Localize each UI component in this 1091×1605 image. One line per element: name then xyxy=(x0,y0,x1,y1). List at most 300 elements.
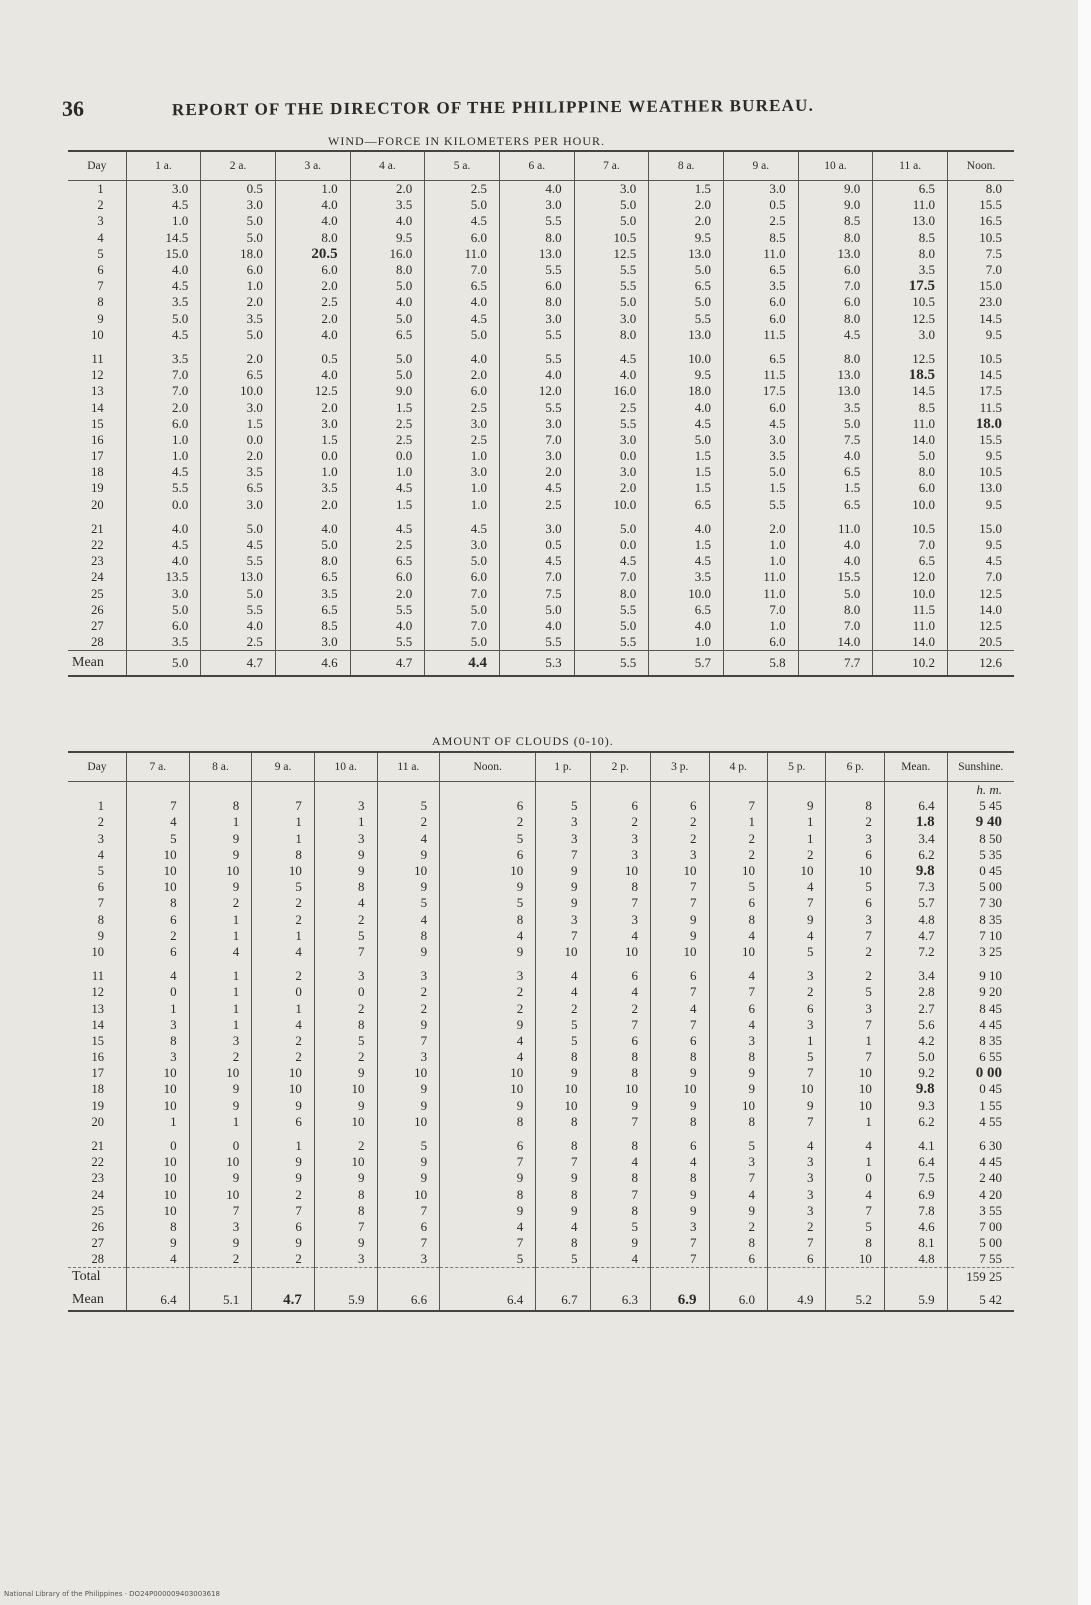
value-cell: 5.5 xyxy=(499,262,574,278)
value-cell: 13.0 xyxy=(798,246,873,262)
value-cell: 6 xyxy=(590,960,651,984)
value-cell: 1.0 xyxy=(723,537,798,553)
value-cell: 10 xyxy=(189,1154,252,1170)
value-cell: 6 xyxy=(440,798,536,814)
value-cell: 9.5 xyxy=(947,537,1014,553)
column-header: 4 a. xyxy=(350,151,425,181)
value-cell: 2.0 xyxy=(499,464,574,480)
value-cell: 7 xyxy=(252,798,315,814)
day-cell: 6 xyxy=(97,263,104,278)
value-cell: 4 xyxy=(252,944,315,960)
value-cell: 4.0 xyxy=(798,537,873,553)
value-cell: 3.0 xyxy=(873,327,948,343)
value-cell: 13.0 xyxy=(798,367,873,383)
value-cell: 4.5 xyxy=(126,278,201,294)
value-cell: 4.1 xyxy=(884,1130,947,1154)
value-cell: 4.7 xyxy=(884,928,947,944)
value-cell: 4 xyxy=(126,960,189,984)
table-row xyxy=(68,464,1014,480)
value-cell: 13.0 xyxy=(798,383,873,399)
value-cell: 4.5 xyxy=(425,513,500,537)
value-cell: 9 xyxy=(767,912,825,928)
day-cell: 25 xyxy=(91,586,104,601)
value-cell: 4 xyxy=(440,1033,536,1049)
value-cell: 1.0 xyxy=(126,213,201,229)
value-cell: 9 20 xyxy=(947,984,1014,1000)
value-cell: 5.2 xyxy=(826,1290,884,1311)
value-cell: 8.5 xyxy=(723,230,798,246)
value-cell: 2 xyxy=(189,1251,252,1268)
value-cell: 13.0 xyxy=(499,246,574,262)
value-cell: 9.5 xyxy=(649,367,724,383)
value-cell: 5 xyxy=(536,1033,590,1049)
day-cell: 27 xyxy=(91,618,104,633)
value-cell: 10 xyxy=(189,1187,252,1203)
value-cell: 2 xyxy=(767,1219,825,1235)
value-cell: 4.0 xyxy=(499,367,574,383)
value-cell: 5.8 xyxy=(723,651,798,677)
value-cell: 10 xyxy=(651,863,709,879)
value-cell: 8.0 xyxy=(574,327,649,343)
value-cell: 11.0 xyxy=(723,246,798,262)
value-cell: 8 xyxy=(709,1235,767,1251)
value-cell: 3 xyxy=(126,1017,189,1033)
value-cell: 7.0 xyxy=(499,432,574,448)
value-cell: 4 xyxy=(126,1251,189,1268)
value-cell: 1 xyxy=(252,814,315,830)
table-row xyxy=(68,912,1014,928)
value-cell: 4 55 xyxy=(947,1114,1014,1130)
value-cell: 9 xyxy=(126,1235,189,1251)
value-cell: 1.0 xyxy=(723,553,798,569)
value-cell: 3 xyxy=(126,1049,189,1065)
value-cell: 6.0 xyxy=(499,278,574,294)
value-cell: 2.5 xyxy=(574,399,649,415)
value-cell: 6 30 xyxy=(947,1130,1014,1154)
value-cell: 5.5 xyxy=(499,634,574,651)
value-cell: 6 xyxy=(252,1114,315,1130)
value-cell: 5.5 xyxy=(574,634,649,651)
value-cell: 7 xyxy=(590,1187,651,1203)
value-cell: 6.0 xyxy=(425,569,500,585)
value-cell: 6.5 xyxy=(275,569,350,585)
value-cell: 12.0 xyxy=(873,569,948,585)
value-cell: 10 xyxy=(126,1098,189,1114)
table-row xyxy=(68,569,1014,585)
value-cell: 9 xyxy=(189,1098,252,1114)
value-cell: 1.0 xyxy=(201,278,276,294)
value-cell: 9.3 xyxy=(884,1098,947,1114)
day-cell: 2 xyxy=(97,815,104,830)
value-cell: 9 xyxy=(709,1065,767,1081)
table-row xyxy=(68,448,1014,464)
value-cell: 9 xyxy=(536,879,590,895)
clouds-table-title: AMOUNT OF CLOUDS (0-10). xyxy=(432,734,614,748)
value-cell: 5.0 xyxy=(574,197,649,213)
value-cell: 4.0 xyxy=(649,513,724,537)
value-cell: 8 xyxy=(440,912,536,928)
total-row xyxy=(68,1268,1014,1291)
value-cell: 9 xyxy=(709,1203,767,1219)
value-cell: 2 xyxy=(440,984,536,1000)
value-cell: 5 xyxy=(709,1130,767,1154)
value-cell: 1.0 xyxy=(723,618,798,634)
value-cell: 7 xyxy=(189,1203,252,1219)
value-cell: 3.0 xyxy=(574,464,649,480)
value-cell: 0 00 xyxy=(947,1065,1014,1081)
value-cell: 6 xyxy=(440,1130,536,1154)
value-cell: 9 xyxy=(314,1170,377,1186)
value-cell: 4 xyxy=(767,879,825,895)
value-cell: 2 xyxy=(377,984,440,1000)
value-cell: 8 xyxy=(590,879,651,895)
value-cell: 11.0 xyxy=(873,197,948,213)
value-cell: 1 xyxy=(252,831,315,847)
value-cell: 5.5 xyxy=(499,343,574,367)
value-cell: 7 00 xyxy=(947,1219,1014,1235)
value-cell: 2.0 xyxy=(649,213,724,229)
value-cell: 5 xyxy=(590,1219,651,1235)
value-cell: 2 xyxy=(252,895,315,911)
table-row xyxy=(68,634,1014,651)
value-cell: 5.9 xyxy=(884,1290,947,1311)
value-cell: 7 xyxy=(536,928,590,944)
blank-cell xyxy=(126,782,189,799)
value-cell: 8 45 xyxy=(947,1000,1014,1016)
value-cell: 7.0 xyxy=(798,618,873,634)
value-cell: 6.0 xyxy=(201,262,276,278)
value-cell: 10.5 xyxy=(947,230,1014,246)
value-cell: 4 xyxy=(709,928,767,944)
value-cell: 0 xyxy=(826,1170,884,1186)
value-cell: 3 xyxy=(536,831,590,847)
value-cell: 1 xyxy=(189,912,252,928)
value-cell: 1.0 xyxy=(126,432,201,448)
value-cell: 7.0 xyxy=(425,586,500,602)
value-cell: 7 xyxy=(590,1017,651,1033)
value-cell: 9 xyxy=(651,1098,709,1114)
blank-cell xyxy=(536,1268,590,1291)
value-cell: 7 xyxy=(536,1154,590,1170)
value-cell: 6.5 xyxy=(723,343,798,367)
value-cell: 4 xyxy=(536,984,590,1000)
value-cell: 9 xyxy=(377,1081,440,1097)
value-cell: 6.5 xyxy=(798,497,873,513)
value-cell: 8 xyxy=(189,798,252,814)
value-cell: 5.5 xyxy=(201,553,276,569)
value-cell: 7 xyxy=(651,879,709,895)
value-cell: 7 30 xyxy=(947,895,1014,911)
value-cell: 13.0 xyxy=(873,213,948,229)
value-cell: 4.5 xyxy=(201,537,276,553)
value-cell: 2 xyxy=(709,1219,767,1235)
value-cell: 3 25 xyxy=(947,944,1014,960)
value-cell: 3 xyxy=(709,1033,767,1049)
value-cell: 3 xyxy=(314,831,377,847)
blank-cell xyxy=(709,782,767,799)
day-cell: 6 xyxy=(97,880,104,895)
value-cell: 12.5 xyxy=(574,246,649,262)
value-cell: 10 xyxy=(126,1065,189,1081)
value-cell: 4.5 xyxy=(499,553,574,569)
value-cell: 4 xyxy=(651,1154,709,1170)
value-cell: 5 00 xyxy=(947,879,1014,895)
value-cell: 1.5 xyxy=(350,399,425,415)
value-cell: 1.5 xyxy=(649,480,724,496)
value-cell: 4 xyxy=(189,944,252,960)
value-cell: 2.0 xyxy=(350,181,425,198)
value-cell: 8.1 xyxy=(884,1235,947,1251)
value-cell: 9 xyxy=(377,1098,440,1114)
value-cell: 9 xyxy=(709,1081,767,1097)
value-cell: 10.5 xyxy=(574,230,649,246)
value-cell: 5.0 xyxy=(649,432,724,448)
value-cell: 10 xyxy=(377,1114,440,1130)
value-cell: 6 xyxy=(709,1000,767,1016)
value-cell: 9.5 xyxy=(350,230,425,246)
value-cell: 3.4 xyxy=(884,960,947,984)
value-cell: 5.0 xyxy=(126,651,201,677)
value-cell: 5.0 xyxy=(425,197,500,213)
value-cell: 10 xyxy=(590,863,651,879)
value-cell: 7.0 xyxy=(126,383,201,399)
value-cell: 17.5 xyxy=(723,383,798,399)
value-cell: 4 xyxy=(126,814,189,830)
value-cell: 11.5 xyxy=(723,327,798,343)
value-cell: 8 xyxy=(536,1187,590,1203)
value-cell: 2 xyxy=(826,814,884,830)
day-cell: 25 xyxy=(91,1203,104,1218)
value-cell: 3.0 xyxy=(126,586,201,602)
value-cell: 4.9 xyxy=(767,1290,825,1311)
value-cell: 6.5 xyxy=(723,262,798,278)
value-cell: 7.3 xyxy=(884,879,947,895)
value-cell: 3.5 xyxy=(798,399,873,415)
value-cell: 5.0 xyxy=(425,553,500,569)
table-row xyxy=(68,497,1014,513)
value-cell: 2 xyxy=(536,1000,590,1016)
value-cell: 5.0 xyxy=(425,327,500,343)
value-cell: 7.5 xyxy=(884,1170,947,1186)
value-cell: 8.0 xyxy=(798,343,873,367)
day-cell: 13 xyxy=(91,384,104,399)
blank-cell xyxy=(252,1268,315,1291)
value-cell: 8 xyxy=(826,1235,884,1251)
value-cell: 20.5 xyxy=(947,634,1014,651)
value-cell: 1.5 xyxy=(649,448,724,464)
value-cell: 2.7 xyxy=(884,1000,947,1016)
value-cell: 7 xyxy=(826,1049,884,1065)
value-cell: 12.6 xyxy=(947,651,1014,677)
value-cell: 9 xyxy=(314,863,377,879)
table-row xyxy=(68,416,1014,432)
value-cell: 4.0 xyxy=(275,513,350,537)
value-cell: 11.5 xyxy=(947,399,1014,415)
value-cell: 1 xyxy=(189,960,252,984)
value-cell: 3.0 xyxy=(499,416,574,432)
day-cell: 3 xyxy=(97,214,104,229)
value-cell: 6.4 xyxy=(884,1154,947,1170)
value-cell: 7 xyxy=(826,1203,884,1219)
value-cell: 14.5 xyxy=(873,383,948,399)
value-cell: 1 xyxy=(126,1000,189,1016)
column-header: 2 a. xyxy=(201,151,276,181)
blank-cell xyxy=(884,782,947,799)
value-cell: 6.4 xyxy=(884,798,947,814)
table-row xyxy=(68,847,1014,863)
value-cell: 10.5 xyxy=(947,464,1014,480)
day-cell: 10 xyxy=(91,327,104,342)
blank-cell xyxy=(189,782,252,799)
value-cell: 4 xyxy=(377,912,440,928)
table-row xyxy=(68,1033,1014,1049)
value-cell: 3.5 xyxy=(201,464,276,480)
value-cell: 5.5 xyxy=(649,311,724,327)
value-cell: 11.5 xyxy=(723,367,798,383)
value-cell: 0.5 xyxy=(201,181,276,198)
value-cell: 5.5 xyxy=(350,634,425,651)
table-row xyxy=(68,895,1014,911)
value-cell: 6 55 xyxy=(947,1049,1014,1065)
value-cell: 3 xyxy=(826,831,884,847)
value-cell: 8.0 xyxy=(275,553,350,569)
value-cell: 2 xyxy=(440,814,536,830)
value-cell: 4 xyxy=(536,1219,590,1235)
value-cell: 9 xyxy=(314,1065,377,1081)
value-cell: 5.5 xyxy=(499,327,574,343)
value-cell: 2 xyxy=(314,912,377,928)
value-cell: 9 xyxy=(252,1170,315,1186)
value-cell: 5.6 xyxy=(884,1017,947,1033)
table-row xyxy=(68,586,1014,602)
value-cell: 3 xyxy=(590,912,651,928)
table-row xyxy=(68,383,1014,399)
value-cell: 10.0 xyxy=(574,497,649,513)
value-cell: 5 xyxy=(826,1219,884,1235)
value-cell: 10 xyxy=(314,1114,377,1130)
value-cell: 2 xyxy=(314,1049,377,1065)
value-cell: 3 xyxy=(590,847,651,863)
value-cell: 14.0 xyxy=(947,602,1014,618)
value-cell: 6 xyxy=(709,895,767,911)
value-cell: 2 xyxy=(590,814,651,830)
value-cell: 9 xyxy=(314,1098,377,1114)
column-header: 6 p. xyxy=(826,752,884,782)
value-cell: 4.0 xyxy=(649,399,724,415)
value-cell: 5.5 xyxy=(574,602,649,618)
value-cell: 5 xyxy=(536,798,590,814)
value-cell: 5.0 xyxy=(350,367,425,383)
value-cell: 5.0 xyxy=(574,213,649,229)
value-cell: 1.8 xyxy=(884,814,947,830)
blank-cell xyxy=(709,1268,767,1291)
value-cell: 1.5 xyxy=(350,497,425,513)
value-cell: 8.5 xyxy=(873,230,948,246)
column-header: Noon. xyxy=(947,151,1014,181)
value-cell: 4.0 xyxy=(798,448,873,464)
value-cell: 4.8 xyxy=(884,912,947,928)
blank-cell xyxy=(314,782,377,799)
value-cell: 9 xyxy=(440,879,536,895)
value-cell: 7 55 xyxy=(947,1251,1014,1268)
value-cell: 4.0 xyxy=(275,197,350,213)
value-cell: 7 xyxy=(651,984,709,1000)
table-row xyxy=(68,553,1014,569)
day-cell: 1 xyxy=(97,182,104,197)
value-cell: 3 xyxy=(536,912,590,928)
value-cell: 11.0 xyxy=(798,513,873,537)
value-cell: 3 xyxy=(767,1203,825,1219)
value-cell: 5.0 xyxy=(723,464,798,480)
value-cell: 5.1 xyxy=(189,1290,252,1311)
day-cell: 8 xyxy=(97,912,104,927)
column-header: 9 a. xyxy=(252,752,315,782)
value-cell: 3.5 xyxy=(873,262,948,278)
value-cell: 5.0 xyxy=(425,602,500,618)
column-header: 10 a. xyxy=(798,151,873,181)
table-row xyxy=(68,879,1014,895)
value-cell: 6.0 xyxy=(723,399,798,415)
value-cell: 0 45 xyxy=(947,1081,1014,1097)
value-cell: 9 xyxy=(252,1235,315,1251)
value-cell: 4.0 xyxy=(350,294,425,310)
value-cell: 2.0 xyxy=(126,399,201,415)
day-cell: 27 xyxy=(91,1236,104,1251)
table-row xyxy=(68,1154,1014,1170)
value-cell: 7 xyxy=(767,1235,825,1251)
day-cell: 14 xyxy=(91,1017,104,1032)
value-cell: 8 35 xyxy=(947,912,1014,928)
value-cell: 1.5 xyxy=(649,181,724,198)
value-cell: 10.0 xyxy=(649,586,724,602)
day-cell: 11 xyxy=(91,351,104,366)
value-cell: 5 xyxy=(377,798,440,814)
day-cell: 19 xyxy=(91,1098,104,1113)
value-cell: 10.0 xyxy=(201,383,276,399)
value-cell: 7 xyxy=(826,928,884,944)
value-cell: 15.5 xyxy=(947,432,1014,448)
table-row xyxy=(68,1251,1014,1268)
value-cell: 5 xyxy=(314,928,377,944)
value-cell: 11.0 xyxy=(425,246,500,262)
table-row xyxy=(68,1235,1014,1251)
value-cell: 8.0 xyxy=(350,262,425,278)
value-cell: 13.0 xyxy=(649,327,724,343)
value-cell: 2.0 xyxy=(723,513,798,537)
day-cell: 12 xyxy=(91,368,104,383)
value-cell: 9 xyxy=(377,1170,440,1186)
value-cell: 1 xyxy=(709,814,767,830)
value-cell: 0.5 xyxy=(275,343,350,367)
sunshine-units: h. m. xyxy=(947,782,1014,799)
clouds-header-row xyxy=(68,752,1014,782)
value-cell: 7.5 xyxy=(947,246,1014,262)
column-header: Day xyxy=(68,752,126,782)
value-cell: 6.4 xyxy=(126,1290,189,1311)
value-cell: 4 xyxy=(826,1130,884,1154)
scan-credit: National Library of the Philippines · DO24P000009403003618 xyxy=(4,1590,221,1598)
value-cell: 4.0 xyxy=(201,618,276,634)
value-cell: 9 xyxy=(590,1098,651,1114)
value-cell: 5.5 xyxy=(574,262,649,278)
value-cell: 6.5 xyxy=(649,278,724,294)
value-cell: 5.0 xyxy=(574,513,649,537)
value-cell: 4.5 xyxy=(126,464,201,480)
value-cell: 5 xyxy=(377,895,440,911)
value-cell: 9 xyxy=(536,1065,590,1081)
value-cell: 5 45 xyxy=(947,798,1014,814)
blank-cell xyxy=(314,1268,377,1291)
